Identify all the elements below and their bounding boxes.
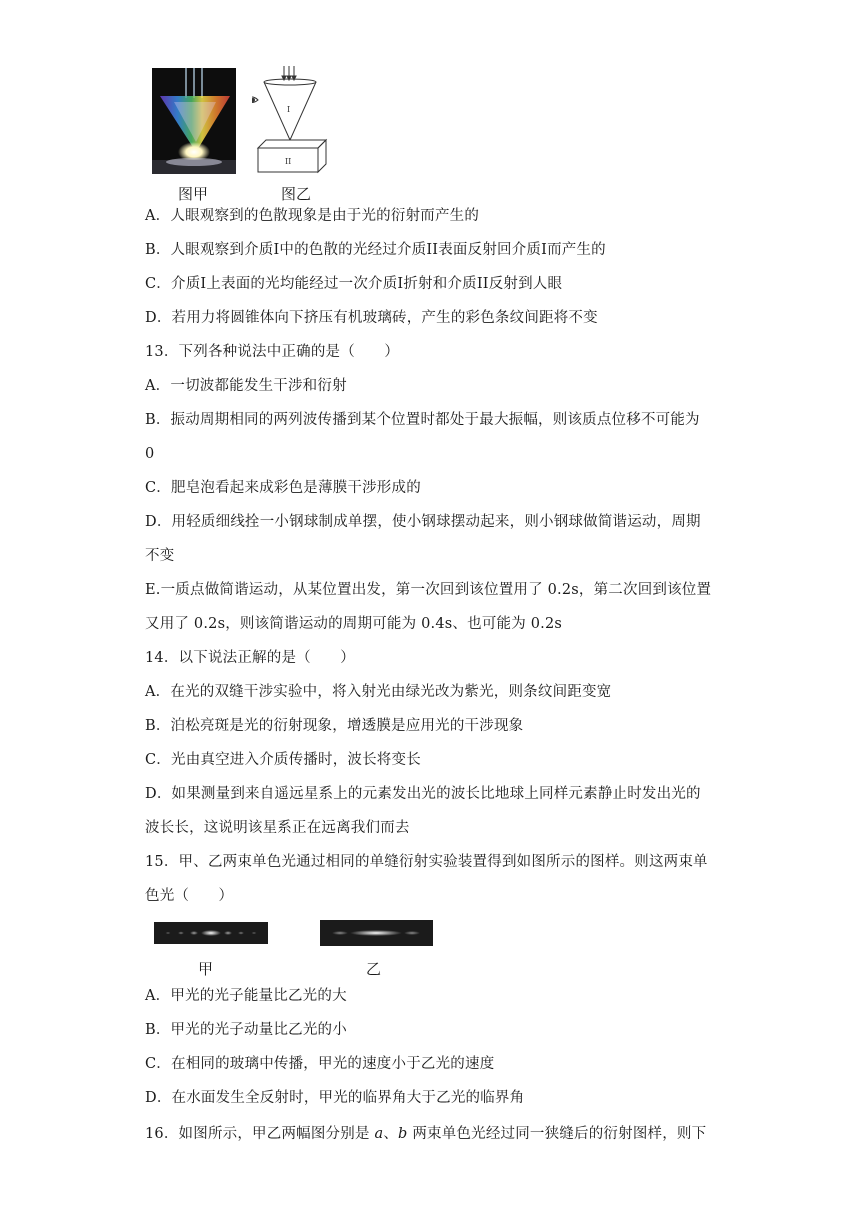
q14-stem: 14．以下说法正解的是（ ）	[145, 650, 355, 666]
interference-photo	[152, 68, 236, 174]
q14-option-d-line2: 波长长，这说明该星系正在远离我们而去	[145, 820, 410, 836]
diffraction-pattern-jia	[154, 922, 268, 944]
q15-stem-line2: 色光（ ）	[145, 888, 234, 904]
pattern-label-yi: 乙	[366, 960, 382, 978]
q13-option-b-line2: 0	[145, 446, 155, 462]
figure-label-jia: 图甲	[178, 185, 209, 203]
q13-option-e-line2: 又用了 0.2s，则该简谐运动的周期可能为 0.4s、也可能为 0.2s	[145, 616, 563, 632]
q16-sep: 、	[383, 1126, 399, 1142]
q13-option-a: A．一切波都能发生干涉和衍射	[145, 378, 347, 394]
q15-stem-line1: 15．甲、乙两束单色光通过相同的单缝衍射实验装置得到如图所示的图样。则这两束单	[145, 854, 708, 870]
q12-option-b: B．人眼观察到介质I中的色散的光经过介质II表面反射回介质I而产生的	[145, 242, 606, 258]
q12-option-c: C．介质I上表面的光均能经过一次介质I折射和介质II反射到人眼	[145, 276, 563, 292]
q15-option-b: B．甲光的光子动量比乙光的小	[145, 1022, 347, 1038]
figure-label-yi: 图乙	[281, 185, 312, 203]
q12-option-d: D．若用力将圆锥体向下挤压有机玻璃砖，产生的彩色条纹间距将不变	[145, 310, 598, 326]
diffraction-pattern-yi	[320, 920, 433, 946]
cone-diagram	[252, 64, 332, 182]
q13-option-d-line2: 不变	[145, 548, 175, 564]
pattern-label-jia: 甲	[198, 960, 214, 978]
q15-option-a: A．甲光的光子能量比乙光的大	[145, 988, 347, 1004]
q13-option-b-line1: B．振动周期相同的两列波传播到某个位置时都处于最大振幅，则该质点位移不可能为	[145, 412, 700, 428]
q12-option-a: A．人眼观察到的色散现象是由于光的衍射而产生的	[145, 208, 480, 224]
q13-option-d-line1: D．用轻质细线拴一小钢球制成单摆，使小钢球摆动起来，则小钢球做简谐运动，周期	[145, 514, 701, 530]
q16-var-a: a	[374, 1126, 384, 1142]
q13-option-e-line1: E.一质点做简谐运动，从某位置出发，第一次回到该位置用了 0.2s，第二次回到该位置	[145, 582, 712, 598]
q13-stem: 13．下列各种说法中正确的是（ ）	[145, 344, 400, 360]
q15-option-c: C．在相同的玻璃中传播，甲光的速度小于乙光的速度	[145, 1056, 495, 1072]
q15-option-d: D．在水面发生全反射时，甲光的临界角大于乙光的临界角	[145, 1090, 525, 1106]
q14-option-c: C．光由真空进入介质传播时，波长将变长	[145, 752, 421, 768]
q14-option-a: A．在光的双缝干涉实验中，将入射光由绿光改为紫光，则条纹间距变宽	[145, 684, 612, 700]
q14-option-b: B．泊松亮斑是光的衍射现象，增透膜是应用光的干涉现象	[145, 718, 524, 734]
q16-var-b: b	[398, 1126, 408, 1142]
q16-stem-pre: 16．如图所示，甲乙两幅图分别是	[145, 1126, 375, 1142]
medium-1-label: I	[287, 105, 291, 114]
q14-option-d-line1: D．如果测量到来自遥远星系上的元素发出光的波长比地球上同样元素静止时发出光的	[145, 786, 701, 802]
q13-option-c: C．肥皂泡看起来成彩色是薄膜干涉形成的	[145, 480, 421, 496]
medium-2-label: II	[285, 157, 292, 166]
q16-stem	[145, 1124, 706, 1144]
q16-stem-post: 两束单色光经过同一狭缝后的衍射图样，则下	[407, 1126, 707, 1142]
